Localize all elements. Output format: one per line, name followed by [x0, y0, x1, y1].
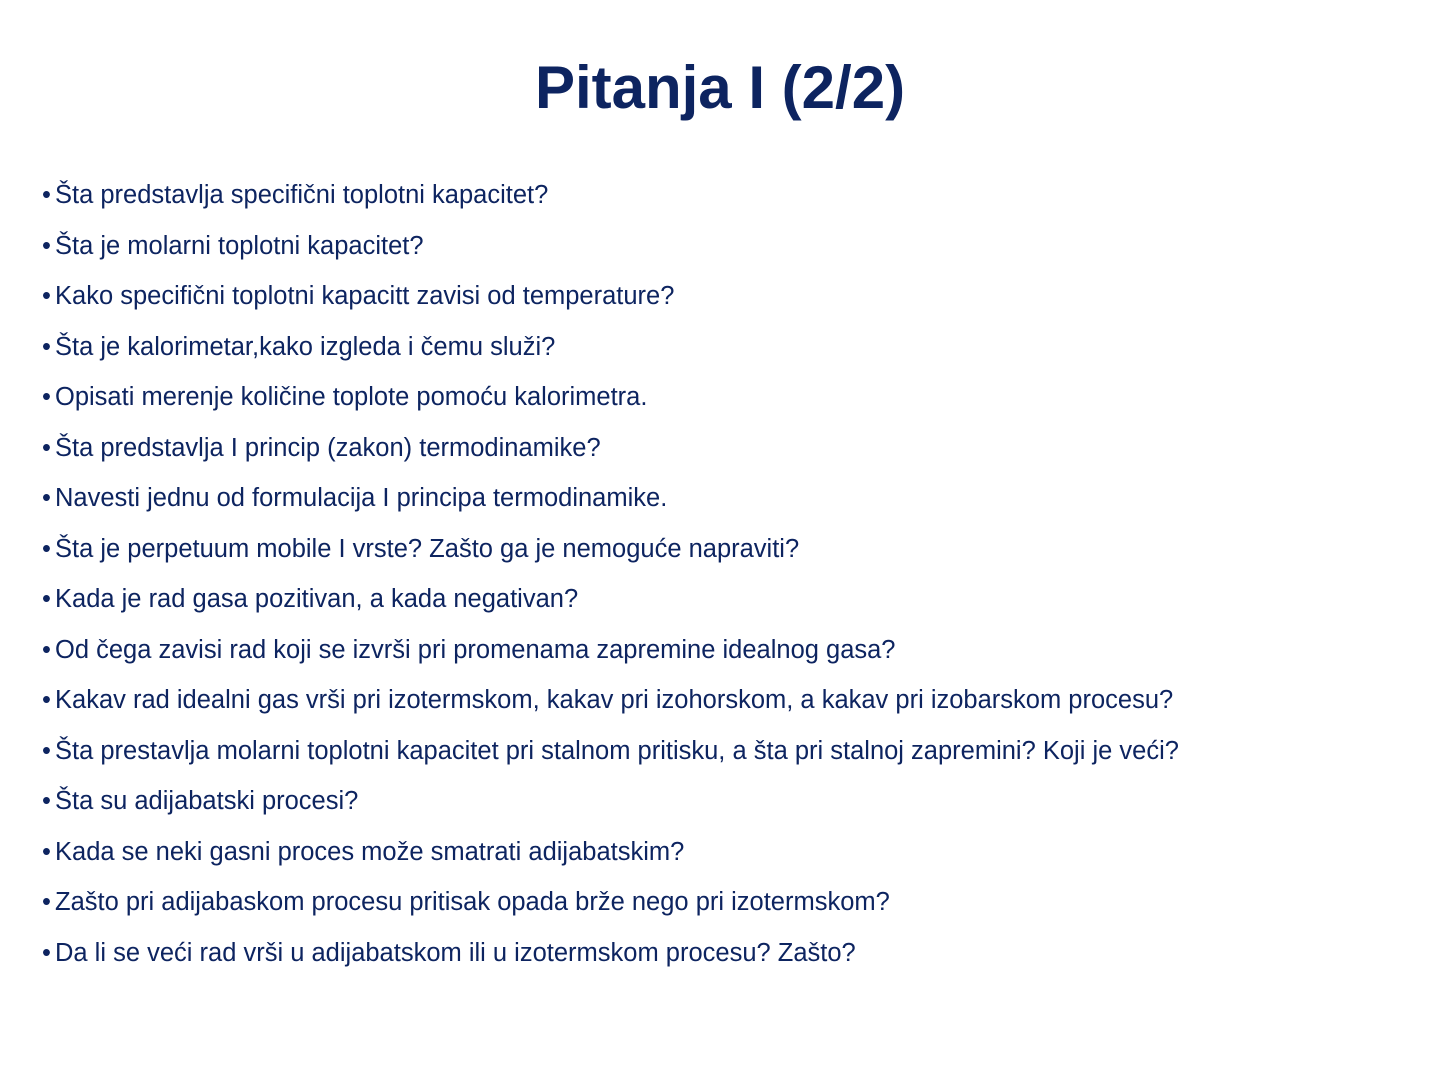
bullet: • [42, 837, 51, 866]
bullet: • [42, 635, 51, 664]
question-item [42, 271, 1422, 322]
question-text: Kada je rad gasa pozitivan, a kada negativan? [55, 585, 579, 613]
bullet: • [42, 534, 51, 563]
question-item [42, 574, 1422, 625]
question-item [42, 877, 1422, 928]
bullet: • [42, 231, 51, 260]
bullet: • [42, 181, 51, 209]
question-text: Kada se neki gasni proces može smatrati adijabatskim? [55, 837, 685, 866]
question-text: Šta predstavlja I princip (zakon) termodinamike? [55, 433, 601, 462]
question-item [42, 776, 1422, 827]
slide-title: Pitanja I (2/2) [534, 54, 906, 121]
question-item [42, 524, 1422, 575]
bullet: • [42, 787, 51, 815]
bullet: • [42, 282, 51, 310]
bullet: • [42, 686, 51, 714]
bullet: • [42, 938, 51, 967]
question-text: Zašto pri adijabaskom procesu pritisak opada brže nego pri izotermskom? [55, 888, 890, 916]
question-item [42, 322, 1422, 373]
question-item [42, 473, 1422, 524]
question-item [42, 221, 1422, 272]
question-item [42, 928, 1422, 979]
question-item [42, 372, 1422, 423]
question-item [42, 675, 1422, 726]
question-item [42, 726, 1422, 777]
question-text: Šta su adijabatski procesi? [55, 787, 359, 815]
bullet: • [42, 585, 51, 613]
question-item [42, 423, 1422, 474]
bullet: • [42, 888, 51, 916]
bullet: • [42, 433, 51, 462]
question-text: Šta prestavlja molarni toplotni kapacitet pri stalnom pritisku, a šta pri stalnoj zapremini? Koji je veći? [55, 736, 1179, 765]
question-text: Šta je kalorimetar,kako izgleda i čemu služi? [55, 332, 556, 361]
bullet: • [42, 383, 51, 411]
question-item [42, 827, 1422, 878]
question-list [42, 170, 1422, 978]
question-text: Šta je perpetuum mobile I vrste? Zašto ga je nemoguće napraviti? [55, 534, 800, 563]
question-text: Kakav rad idealni gas vrši pri izotermskom, kakav pri izohorskom, a kakav pri izobarskom procesu? [55, 686, 1174, 714]
question-text: Od čega zavisi rad koji se izvrši pri promenama zapremine idealnog gasa? [55, 635, 896, 664]
bullet: • [42, 484, 51, 512]
bullet: • [42, 736, 51, 765]
question-text: Opisati merenje količine toplote pomoću kalorimetra. [55, 383, 648, 411]
question-item [42, 170, 1422, 221]
question-item [42, 625, 1422, 676]
question-text: Šta je molarni toplotni kapacitet? [55, 231, 424, 260]
question-text: Kako specifični toplotni kapacitt zavisi od temperature? [55, 282, 675, 310]
question-text: Šta predstavlja specifični toplotni kapacitet? [55, 181, 549, 209]
question-text: Navesti jednu od formulacija I principa termodinamike. [55, 484, 668, 512]
bullet: • [42, 332, 51, 361]
question-text: Da li se veći rad vrši u adijabatskom ili u izotermskom procesu? Zašto? [55, 938, 856, 967]
